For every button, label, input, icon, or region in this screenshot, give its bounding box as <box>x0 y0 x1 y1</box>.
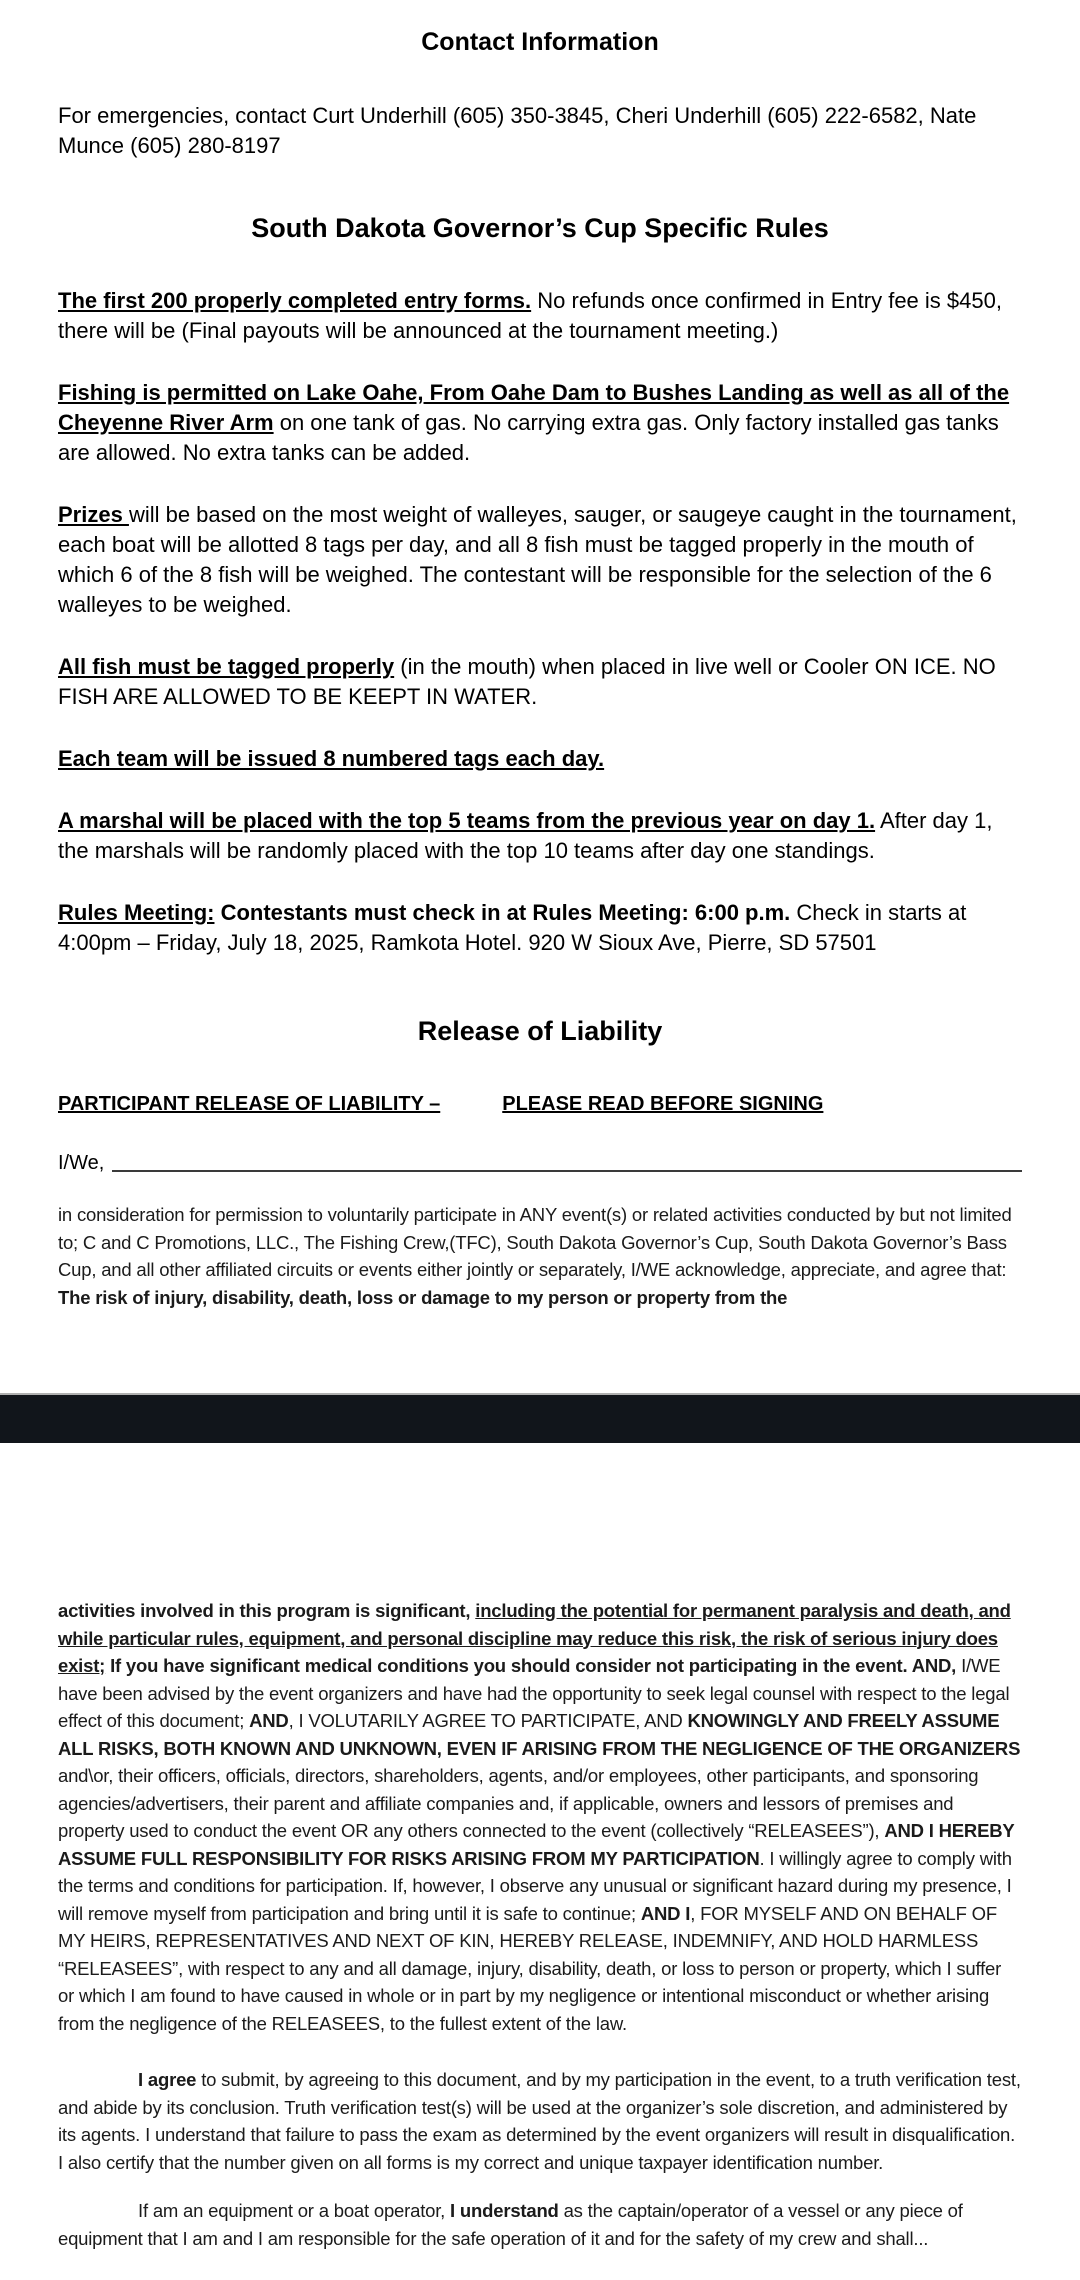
contact-heading: Contact Information <box>421 28 659 56</box>
participant-release-label: PARTICIPANT RELEASE OF LIABILITY – <box>58 1093 441 1115</box>
rule-fish-tagging: All fish must be tagged properly (in the mouth) when placed in live well or Cooler ON ICE. NO FISH ARE ALLOWED TO BE KEEPT IN WATER. <box>58 654 996 709</box>
document-page-2 <box>0 1443 1080 2280</box>
boat-operator-paragraph: If am an equipment or a boat operator, I understand as the captain/operator of a vessel or any piece of equipment that I am and I am responsible for the safe operation of it and for the safety of my crew and shall... <box>58 2200 963 2249</box>
rules-heading: South Dakota Governor’s Cup Specific Rules <box>251 213 829 243</box>
rule-entry-forms: The first 200 properly completed entry forms. No refunds once confirmed in Entry fee is $450, there will be (Final payouts will be announced at the tournament meeting.) <box>58 288 1002 343</box>
rule-prizes: Prizes will be based on the most weight of walleyes, sauger, or saugeye caught in the tournament, each boat will be allotted 8 tags per day, and all 8 fish must be tagged properly in the mouth of which 6 of the 8 fish will be weighed. The contestant will be responsible for the selection of the 6 walleyes to be weighed. <box>58 502 1017 617</box>
consideration-paragraph: in consideration for permission to voluntarily participate in ANY event(s) or related activities conducted by but not limited to; C and C Promotions, LLC., The Fishing Crew,(TFC), South Dakota Governor’s Cup, South Dakota Governor’s Bass Cup, and all other affiliated circuits or events either jointly or separately, I/WE acknowledge, appreciate, and agree that: The risk of injury, disability, death, loss or damage to my person or property from the <box>58 1204 1012 1308</box>
iwe-signature-row <box>58 1150 1022 1175</box>
rule-rules-meeting: Rules Meeting: Contestants must check in at Rules Meeting: 6:00 p.m. Check in starts at 4:00pm – Friday, July 18, 2025, Ramkota Hotel. 920 W Sioux Ave, Pierre, SD 57501 <box>58 900 967 955</box>
rule-marshal: A marshal will be placed with the top 5 teams from the previous year on day 1. After day 1, the marshals will be randomly placed with the top 10 teams after day one standings. <box>58 808 993 863</box>
liability-assumption-paragraph: activities involved in this program is significant, including the potential for permanent paralysis and death, and while particular rules, equipment, and personal discipline may reduce this risk, the risk of serious injury does exist; If you have significant medical conditions you should consider not participating in the event. AND, I/WE have been advised by the event organizers and have had the opportunity to seek legal counsel with respect to the legal effect of this document; AND, I VOLUTARILY AGREE TO PARTICIPATE, AND KNOWINGLY AND FREELY ASSUME ALL RISKS, BOTH KNOWN AND UNKNOWN, EVEN IF ARISING FROM THE NEGLIGENCE OF THE ORGANIZERS and\or, their officers, officials, directors, shareholders, agents, and/or employees, other participants, and sponsoring agencies/advertisers, their parent and affiliate companies and, if applicable, owners and lessors of premises and property used to conduct the event OR any others connected to the event (collectively “RELEASEES”), AND I HEREBY ASSUME FULL RESPONSIBILITY FOR RISKS ARISING FROM MY PARTICIPATION. I willingly agree to comply with the terms and conditions for participation. If, however, I observe any unusual or significant hazard during my presence, I will remove myself from participation and bring until it is safe to continue; AND I, FOR MYSELF AND ON BEHALF OF MY HEIRS, REPRESENTATIVES AND NEXT OF KIN, HEREBY RELEASE, INDEMNIFY, AND HOLD HARMLESS “RELEASEES”, with respect to any and all damage, injury, disability, death, or loss to person or property, which I suffer or which I am found to have caused in whole or in part by my negligence or intentional misconduct or whether arising from the negligence of the RELEASEES, to the fullest extent of the law. <box>58 1600 1021 2034</box>
read-before-signing-label: PLEASE READ BEFORE SIGNING <box>502 1093 824 1115</box>
rule-numbered-tags: Each team will be issued 8 numbered tags each day. <box>58 746 605 771</box>
page-separator-band <box>0 1393 1080 1443</box>
release-heading: Release of Liability <box>417 1016 663 1046</box>
truth-verification-paragraph: I agree to submit, by agreeing to this document, and by my participation in the event, to a truth verification test, and abide by its conclusion. Truth verification test(s) will be used at the organizer’s sole discretion, and administered by its agents. I understand that failure to pass the exam as determined by the event organizers will result in disqualification. I also certify that the number given on all forms is my correct and unique taxpayer identification number. <box>58 2069 1021 2173</box>
rule-fishing-area: Fishing is permitted on Lake Oahe, From Oahe Dam to Bushes Landing as well as all of the Cheyenne River Arm on one tank of gas. No carrying extra gas. Only factory installed gas tanks are allowed. No extra tanks can be added. <box>58 380 1010 465</box>
contact-paragraph: For emergencies, contact Curt Underhill (605) 350-3845, Cheri Underhill (605) 222-6582, Nate Munce (605) 280-8197 <box>58 103 977 158</box>
iwe-prefix: I/We, <box>58 1152 105 1174</box>
release-labels-row <box>58 1093 1022 1116</box>
signature-blank-line <box>112 1150 1022 1172</box>
